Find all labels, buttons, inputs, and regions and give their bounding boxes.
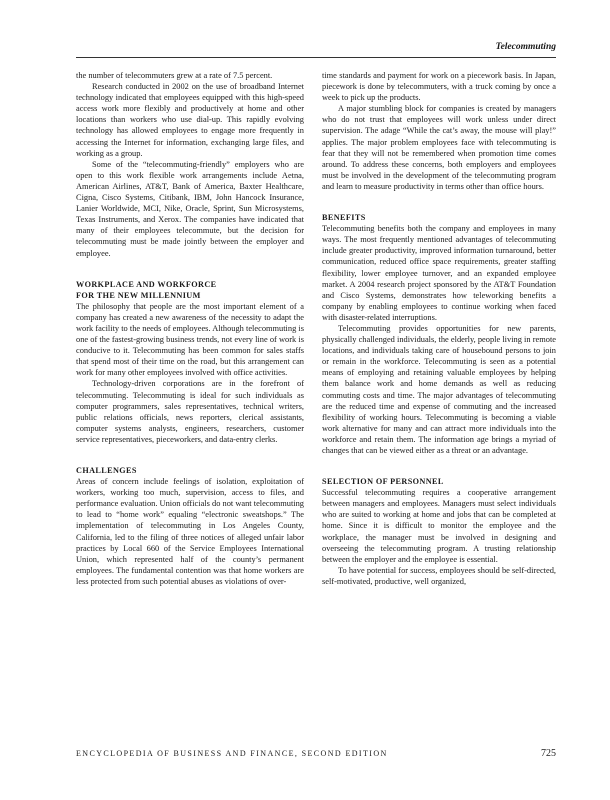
section-gap bbox=[322, 456, 556, 476]
section-heading: WORKPLACE AND WORKFORCE bbox=[76, 279, 217, 289]
section-gap bbox=[322, 192, 556, 212]
paragraph: Research conducted in 2002 on the use of broadband Internet technology indicated that employees equipped with this high-speed access work more flexibly and productively at home and other locations than workers who use dial-up. This rapidly evolving technology has allowed employees to engage more frequently in accessing the Internet for information, exchanging large files, and working as a group. bbox=[76, 82, 304, 158]
paragraph: Telecommuting provides opportunities for new parents, physically challenged individuals, the elderly, people living in remote locations, and individuals taking care of housebound persons to join or remain in the workforce. Telecommuting is seen as a potential means of employing and retaining valuable employees by helping them balance work and home demands as well as reducing commuting costs and time. The major advantages of telecommuting are the reduced time and expense of commuting and the increased flexibility of working hours. Telecommuting is becoming a viable work alternative for many and can attract more individuals into the workforce and retain them. The information age brings a myriad of changes that can be viewed either as a threat or an advantage. bbox=[322, 323, 556, 455]
publication-title: ENCYCLOPEDIA OF BUSINESS AND FINANCE, SECOND EDITION bbox=[76, 749, 388, 758]
section-gap bbox=[76, 445, 304, 465]
paragraph: Some of the “telecommuting-friendly” employers who are open to this work flexible work arrangements include Aetna, American Airlines, AT&T, Bank of America, Baxter Healthcare, Cigna, Cisco Systems, Citibank, IBM, John Hancock Insurance, Lanier Worldwide, MCI, Nike, Oracle, Sprint, Sun Microsystems, Texas Instruments, and Xerox. The companies have indicated that many of their employees telecommute, but the decision for telecommuting must be made jointly between the employer and employee. bbox=[76, 159, 304, 258]
paragraph: Technology-driven corporations are in the forefront of telecommuting. Telecommuting is ideal for such individuals as computer programmers, sales representatives, technical writers, public relations officials, news reporters, clerical assistants, computer systems analysts, engineers, researchers, customer service representatives, pieceworkers, and data-entry clerks. bbox=[76, 379, 304, 444]
section-heading: CHALLENGES bbox=[76, 466, 137, 475]
section-heading: SELECTION OF PERSONNEL bbox=[322, 477, 444, 487]
running-head: Telecommuting bbox=[495, 42, 556, 52]
right-column bbox=[322, 70, 556, 587]
header-rule bbox=[76, 57, 556, 58]
paragraph: The philosophy that people are the most important element of a company has created a new awareness of the necessity to adapt the work facility to the needs of employees. Although telecommuting is one of the fastest-growing business trends, not every line of work is conducive to it. Telecommuting has been common for sales staffs that spend most of their time on the road, but this arrangement can work for many other employees involved with office activities. bbox=[76, 301, 304, 378]
left-column bbox=[76, 70, 304, 587]
section-heading: FOR THE NEW MILLENNIUM bbox=[76, 290, 201, 300]
paragraph: Areas of concern include feelings of isolation, exploitation of workers, working too much, supervision, access to files, and performance evaluation. Union officials do not want telecommuting to lead to “home work” equaling “electronic sweatshops.” The implementation of telecommuting in Los Angeles County, California, led to the filing of three notices of alleged unfair labor practices by Local 660 of the Service Employees International Union, which represented half of the county’s permanent employees. The fundamental contention was that home workers are less protected from such potential abuses as violations of over- bbox=[76, 477, 304, 586]
page-footer bbox=[76, 749, 556, 758]
section-gap bbox=[76, 259, 304, 279]
paragraph: A major stumbling block for companies is created by managers who do not trust that employees will work unless under direct supervision. The adage “While the cat’s away, the mouse will play!” applies. The major problem employees face with telecommuting is fear that they will not be remembered when promotion time comes around. To address these concerns, both employers and employees must be involved in the development of the telecommuting program and learn to measure productivity in terms other than office hours. bbox=[322, 104, 556, 191]
section-heading: BENEFITS bbox=[322, 213, 366, 223]
paragraph: the number of telecommuters grew at a rate of 7.5 percent. bbox=[76, 71, 273, 80]
paragraph: Successful telecommuting requires a cooperative arrangement between managers and employees. Managers must select individuals who are suited to working at home and jobs that can be completed at home. Since it is difficult to monitor the employee and the workplace, the manager must be involved in designing and overseeing the telecommuting program. A trusting relationship between the employer and the employee is essential. bbox=[322, 488, 556, 564]
paragraph: To have potential for success, employees should be self-directed, self-motivated, productive, well organized, bbox=[322, 565, 556, 586]
paragraph: time standards and payment for work on a piecework basis. In Japan, piecework is done by telecommuters, with a truck coming by once a week to pick up the products. bbox=[322, 71, 556, 103]
page-number: 725 bbox=[541, 748, 556, 759]
paragraph: Telecommuting benefits both the company and employees in many ways. The most frequently mentioned advantages of telecommuting include greater productivity, improved information turnaround, better communication, reduced office space requirements, greater staffing flexibility, lower employee turnover, and an expanded employee market. A 2004 research project sponsored by the AT&T Foundation and Cisco Systems, demonstrates how teleworking benefits a company by enabling employees to continue working when faced with disaster-related interruptions. bbox=[322, 224, 556, 322]
